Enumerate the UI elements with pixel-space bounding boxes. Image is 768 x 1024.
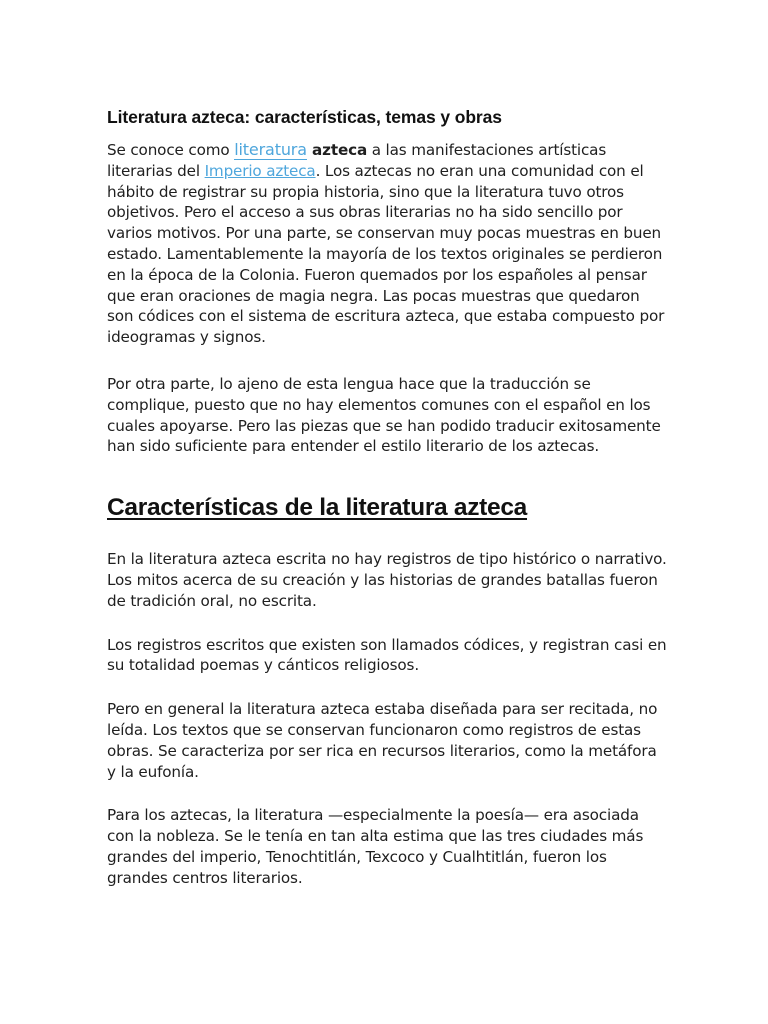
section-paragraph: En la literatura azteca escrita no hay registros de tipo histórico o narrativo. Los mitos acerca de su creación y las historias de grandes batallas fueron de tradición oral, no escrita. xyxy=(107,550,667,610)
section-heading: Características de la literatura azteca xyxy=(107,494,528,522)
intro-text-start: Se conoce como xyxy=(107,141,235,159)
link-literatura[interactable]: literatura xyxy=(234,140,307,159)
article-title: Literatura azteca: características, temas y obras xyxy=(107,107,502,127)
intro-bold-word: azteca xyxy=(306,141,368,159)
section-paragraph: Pero en general la literatura azteca estaba diseñada para ser recitada, no leída. Los textos que se conservan funcionaron como registros de estas obras. Se caracteriza por ser rica en recursos literarios, como la metáfora y la eufonía. xyxy=(107,700,658,781)
intro-text-end: . Los aztecas no eran una comunidad con el hábito de registrar su propia historia, sino que la literatura tuvo otros objetivos. Pero el acceso a sus obras literarias no ha sido sencillo por varios motivos. Por una parte, se conservan muy pocas muestras en buen estado. Lamentablemente la mayoría de los textos originales se perdieron en la época de la Colonia. Fueron quemados por los españoles al pensar que eran oraciones de magia negra. Las pocas muestras que quedaron son códices con el sistema de escritura azteca, que estaba compuesto por ideogramas y signos. xyxy=(107,161,665,347)
link-imperio-azteca[interactable]: Imperio azteca xyxy=(204,161,316,180)
intro-paragraph xyxy=(107,140,667,348)
paragraph-translation: Por otra parte, lo ajeno de esta lengua hace que la traducción se complique, puesto que no hay elementos comunes con el español en los cuales apoyarse. Pero las piezas que se han podido traducir exitosamente han sido suficiente para entender el estilo literario de los aztecas. xyxy=(107,374,661,456)
section-paragraph: Para los aztecas, la literatura —especialmente la poesía— era asociada con la nobleza. Se le tenía en tan alta estima que las tres ciudades más grandes del imperio, Tenochtitlán, Texcoco y Cualhtitlán, fueron los grandes centros literarios. xyxy=(107,806,644,887)
section-paragraph: Los registros escritos que existen son llamados códices, y registran casi en su totalidad poemas y cánticos religiosos. xyxy=(107,635,667,675)
document-page xyxy=(107,106,667,889)
intro-text-middle: a las manifestaciones artísticas literarias del xyxy=(107,141,607,180)
